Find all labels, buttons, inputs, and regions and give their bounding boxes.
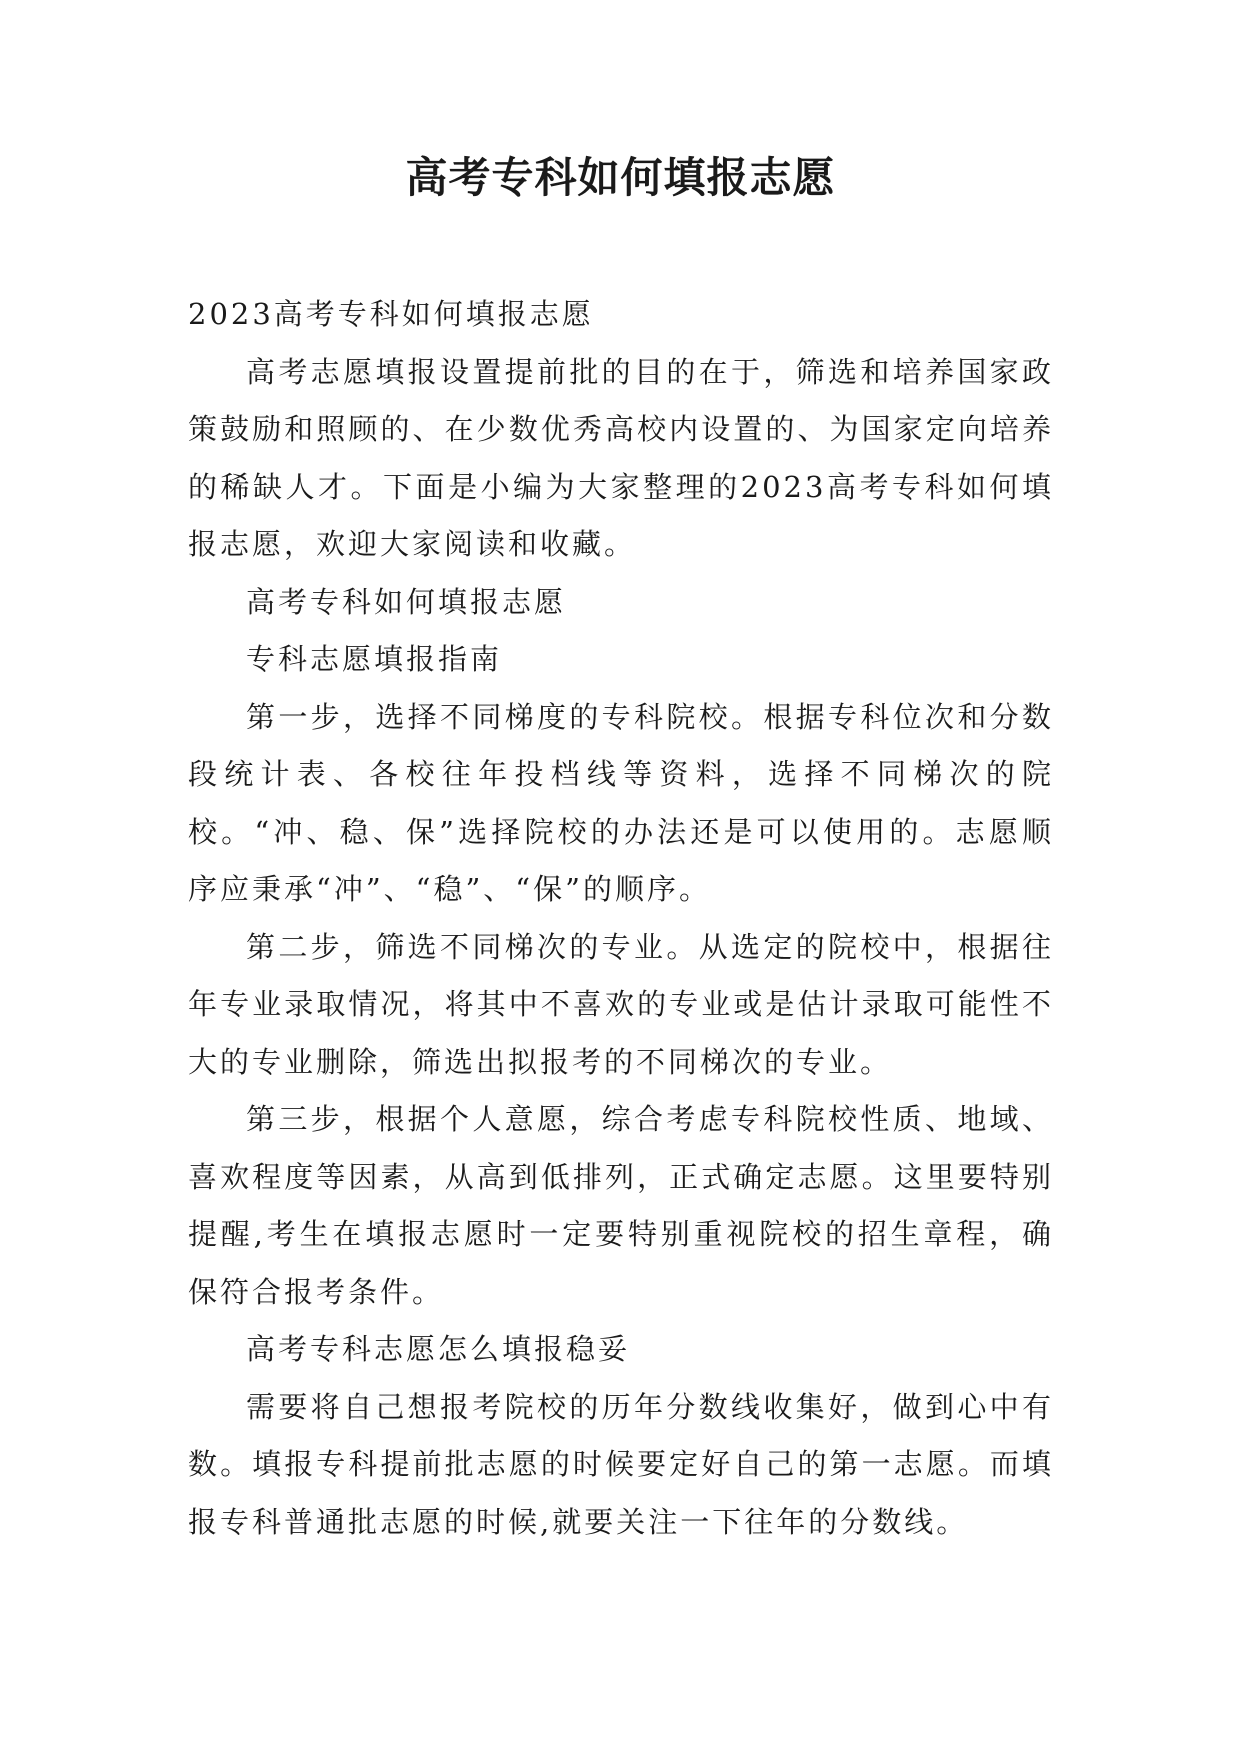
section-heading: 高考专科志愿怎么填报稳妥 [246, 1332, 631, 1366]
subsection-heading: 专科志愿填报指南 [246, 642, 503, 676]
section-heading: 高考专科如何填报志愿 [246, 584, 567, 619]
document-body [188, 286, 1054, 1551]
step-two-paragraph: 第二步，筛选不同梯次的专业。从选定的院校中，根据往年专业录取情况，将其中不喜欢的专业或是估计录取可能性不大的专业删除，筛选出拟报考的不同梯次的专业。 [188, 929, 1054, 1079]
document-subtitle: 2023高考专科如何填报志愿 [188, 297, 594, 331]
document-title: 高考专科如何填报志愿 [405, 153, 836, 202]
step-three-paragraph: 第三步，根据个人意愿，综合考虑专科院校性质、地域、喜欢程度等因素，从高到低排列，正式确定志愿。这里要特别提醒,考生在填报志愿时一定要特别重视院校的招生章程，确保符合报考条件。 [188, 1102, 1054, 1309]
intro-paragraph: 高考志愿填报设置提前批的目的在于，筛选和培养国家政策鼓励和照顾的、在少数优秀高校内设置的、为国家定向培养的稀缺人才。下面是小编为大家整理的2023高考专科如何填报志愿，欢迎大家阅读和收藏。 [188, 354, 1054, 561]
advice-paragraph: 需要将自己想报考院校的历年分数线收集好，做到心中有数。填报专科提前批志愿的时候要定好自己的第一志愿。而填报专科普通批志愿的时候,就要关注一下往年的分数线。 [188, 1389, 1054, 1539]
step-one-paragraph: 第一步，选择不同梯度的专科院校。根据专科位次和分数段统计表、各校往年投档线等资料，选择不同梯次的院校。“冲、稳、保”选择院校的办法还是可以使用的。志愿顺序应秉承“冲”、“稳”、“保”的顺序。 [188, 699, 1054, 906]
